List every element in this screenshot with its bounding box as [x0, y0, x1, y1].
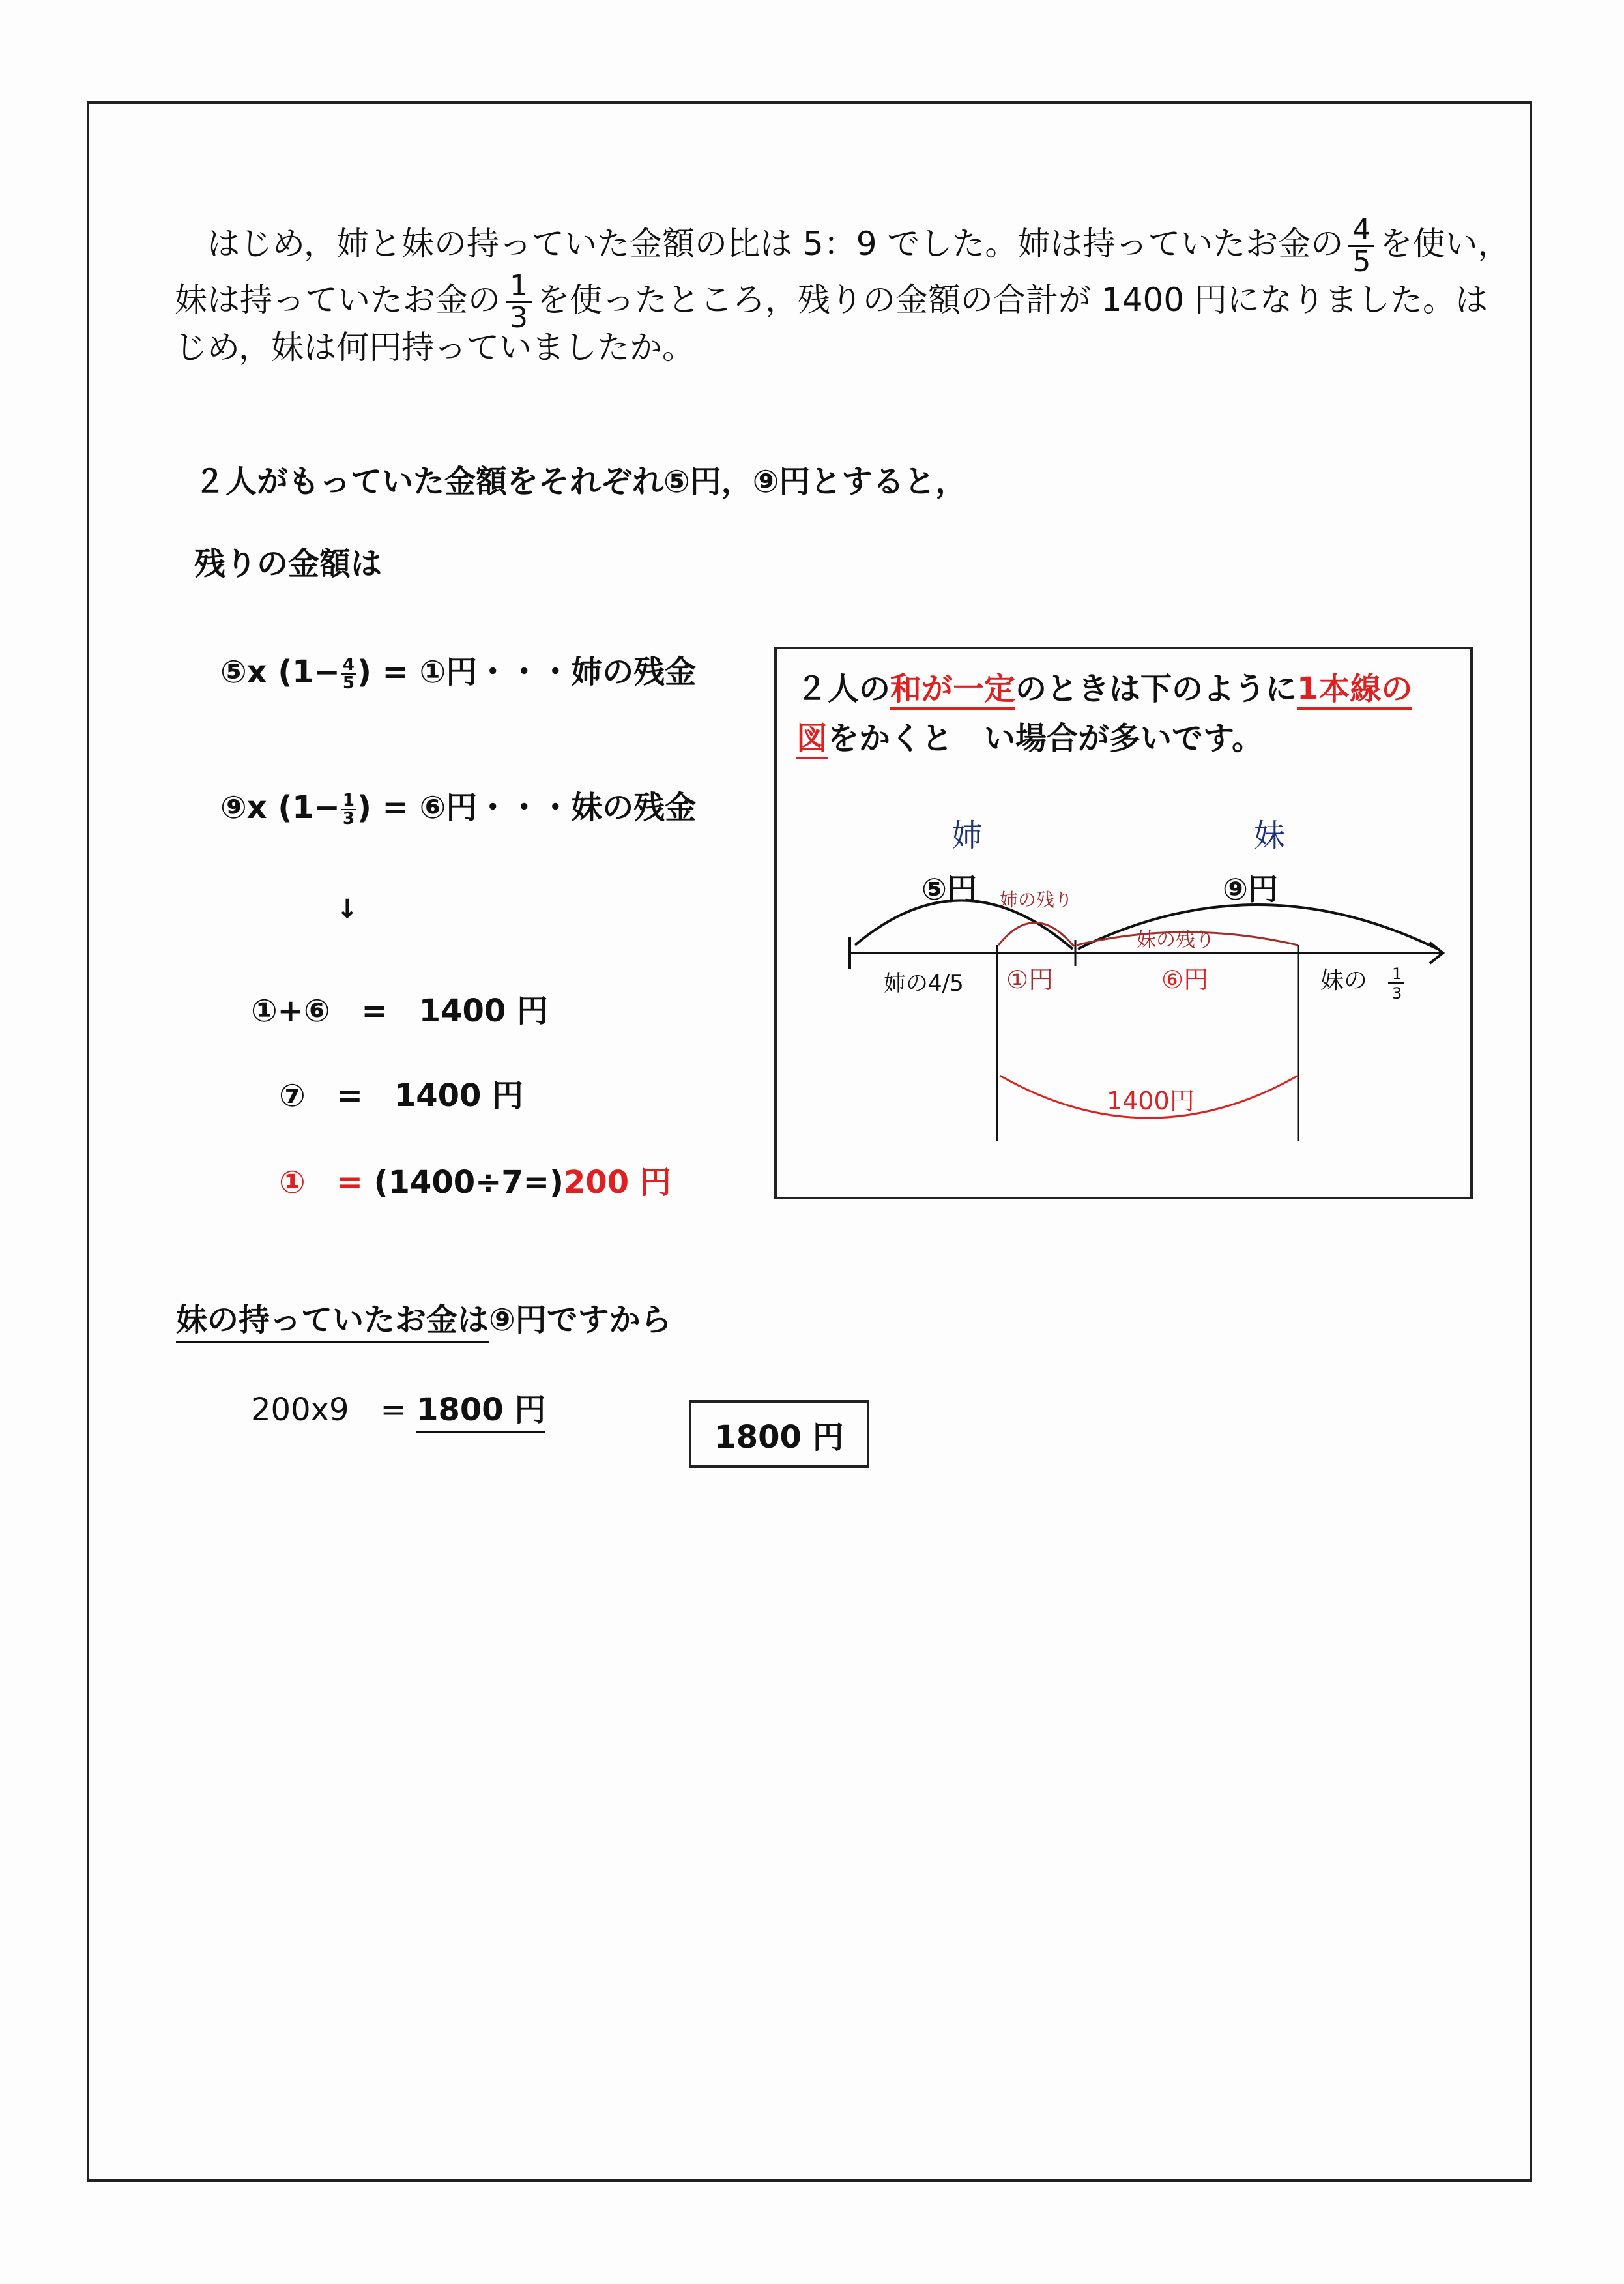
- imouto-used-num: 1: [1392, 965, 1402, 983]
- hint-line-2: 図をかくと い場合が多いです。: [796, 713, 1263, 758]
- ane-used-label: 姉の4/5: [884, 971, 964, 997]
- imouto-amount: ⑨円: [1223, 871, 1278, 907]
- answer-box: [689, 1400, 869, 1468]
- problem-text: を使い，: [1380, 225, 1511, 263]
- conclusion-line: 妹の持っていたお金は⑨円ですから: [176, 1295, 672, 1340]
- ane-remainder-label: 姉の残り: [1000, 889, 1073, 911]
- equation-ane: ⑤x (1− $\frac{4}{5}$ ) = ①円・・・姉の残金: [220, 654, 697, 693]
- fraction-four-fifths: $\frac{4}{5}$: [342, 655, 355, 693]
- imouto-arc: [1078, 905, 1438, 949]
- ane-label: 姉: [951, 817, 983, 854]
- down-arrow-icon: ↓: [336, 894, 358, 924]
- one-part-label: ①円: [1006, 965, 1054, 994]
- imouto-label: 妹: [1254, 817, 1286, 854]
- solution-intro: ２人がもっていた金額をそれぞれ⑤円，⑨円とすると，: [194, 463, 967, 500]
- problem-line-3: じめ，妹は何円持っていましたか。: [175, 329, 695, 366]
- imouto-remainder-label: 妹の残り: [1137, 929, 1215, 952]
- equation-imouto: ⑨x (1− $\frac{1}{3}$ ) = ⑥円・・・妹の残金: [220, 789, 697, 828]
- problem-text: を使ったところ，残りの金額の合計が 1400 円になりました。は: [537, 281, 1488, 319]
- problem-text: 妹は持っていたお金の: [175, 281, 500, 319]
- problem-line-1: [207, 215, 1510, 277]
- fraction-four-fifths: $\frac{4}{5}$: [1348, 215, 1374, 277]
- fraction-one-third: $\frac{1}{3}$: [342, 791, 355, 828]
- problem-line-2: [175, 271, 1488, 333]
- sum-line-1: ①+⑥ = 1400 円: [251, 993, 549, 1029]
- total-label: 1400円: [1107, 1087, 1195, 1115]
- fraction-one-third: $\frac{1}{3}$: [506, 271, 532, 333]
- sum-line-3: ① = (1400÷7=)200 円: [279, 1164, 671, 1201]
- ane-amount: ⑤円: [921, 871, 977, 907]
- ane-remainder-arc: [998, 922, 1074, 946]
- six-part-label: ⑥円: [1161, 965, 1209, 994]
- line-diagram: [774, 769, 1473, 1160]
- answer-value: 1800 円: [714, 1418, 844, 1456]
- final-calculation: 200x9 = 1800 円: [251, 1384, 545, 1429]
- remaining-label: 残りの金額は: [194, 546, 383, 582]
- imouto-used-den: 3: [1392, 984, 1402, 1003]
- problem-text: はじめ，姉と妹の持っていた金額の比は 5：9 でした。姉は持っていたお金の: [207, 225, 1344, 263]
- sum-line-2: ⑦ = 1400 円: [279, 1077, 524, 1114]
- hint-line-1: ２人の和が一定のときは下のように1本線の: [796, 664, 1412, 709]
- imouto-used-label: 妹の: [1320, 967, 1368, 994]
